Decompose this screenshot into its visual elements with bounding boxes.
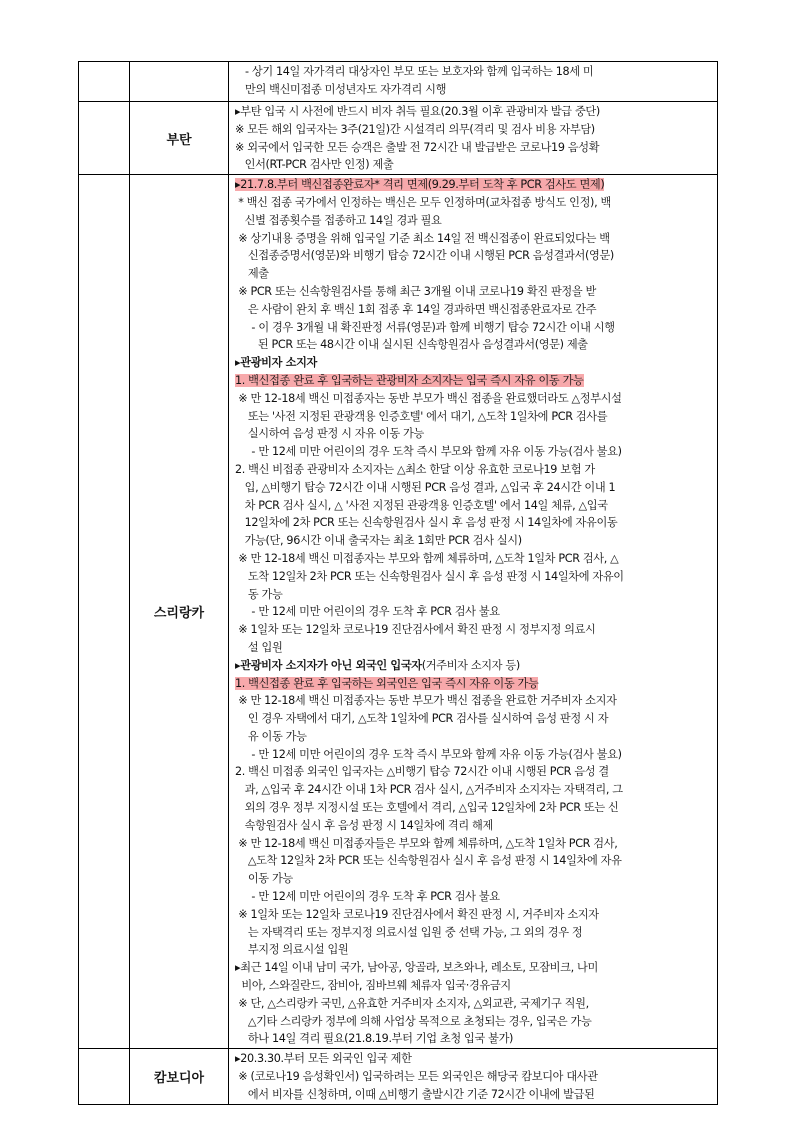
text-line: ▸부탄 입국 시 사전에 반드시 비자 취득 필요(20.3월 이후 관광비자 발급 중단) [235, 105, 600, 118]
text-line: 하나 14일 격리 필요(21.8.19.부터 기업 초청 입국 불가) [235, 1032, 514, 1046]
text-line: - 상기 14일 자가격리 대상자인 부모 또는 보호자와 함께 입국하는 18세 미 [245, 65, 594, 78]
text-line: 인 경우 자택에서 대기, △도착 1일차에 PCR 검사를 실시하여 음성 판정 시 자 [235, 712, 609, 726]
country-name: 스리랑카 [153, 606, 205, 622]
text-line: 만의 백신미접종 미성년자도 자가격리 시행 [245, 82, 447, 96]
content-cell [229, 175, 718, 1049]
text-line: ※ 만 12-18세 백신 미접종자는 동반 부모가 백신 접종을 완료했더라도 △정부시설 [235, 391, 622, 405]
text-line: 외의 경우 정부 지정시설 또는 호텔에서 격리, △입국 12일차에 2차 PCR 또는 신 [235, 801, 619, 815]
left-blank-cell [79, 62, 130, 102]
text-line: △도착 12일차 2차 PCR 또는 신속항원검사 실시 후 음성 판정 시 14일차에 자유 [235, 854, 622, 868]
text-line: 신별 접종횟수를 접종하고 14일 경과 필요 [235, 213, 442, 227]
text-line: ※ 만 12-18세 백신 미접종자들은 부모와 함께 체류하며, △도착 1일차 PCR 검사, [235, 836, 618, 850]
text-line: 제출 [235, 267, 269, 281]
text-line: - 만 12세 미만 어린이의 경우 도착 즉시 부모와 함께 자유 이동 가능(검사 불요) [245, 445, 622, 459]
text-line: ※ 만 12-18세 백신 미접종자는 부모와 함께 체류하며, △도착 1일차 PCR 검사, △ [235, 551, 619, 565]
text-line: 은 사람이 완치 후 백신 1회 접종 후 14일 경과하면 백신접종완료자로 간주 [235, 302, 597, 316]
text-line: 실시하여 음성 판정 시 자유 이동 가능 [235, 427, 424, 441]
text-line: 이동 가능 [235, 872, 293, 886]
text-line: 설 입원 [235, 640, 283, 654]
text-line: 입, △비행기 탑승 72시간 이내 시행된 PCR 음성 결과, △입국 후 24시간 이내 1 [235, 480, 616, 494]
text-line: - 만 12세 미만 어린이의 경우 도착 즉시 부모와 함께 자유 이동 가능(검사 불요) [245, 747, 622, 761]
text-line: ※ 모든 해외 입국자는 3주(21일)간 시설격리 의무(격리 및 검사 비용 자부담) [235, 122, 595, 136]
content-cell [229, 1049, 718, 1105]
content-lines [233, 103, 713, 174]
content-cell [229, 102, 718, 175]
text-line: ※ 외국에서 입국한 모든 승객은 출발 전 72시간 내 발급받은 코로나19 음성확 [235, 140, 600, 154]
country-name: 캄보디아 [153, 1071, 205, 1087]
text-line: ▸관광비자 소지자가 아닌 외국인 입국자(거주비자 소지자 등) [235, 658, 520, 672]
text-line: 도착 12일차 2차 PCR 또는 신속항원검사 실시 후 음성 판정 시 14일차에 자유이 [235, 569, 624, 583]
highlighted-text: 1. 백신접종 완료 후 입국하는 외국인은 입국 즉시 자유 이동 가능 [235, 676, 539, 690]
text-line: 속항원검사 실시 후 음성 판정 시 14일차에 격리 해제 [235, 818, 493, 832]
text-line: 과, △입국 후 24시간 이내 1차 PCR 검사 실시, △거주비자 소지자는 자택격리, 그 [235, 783, 623, 797]
content-cell [229, 62, 718, 102]
text-line: ※ PCR 또는 신속항원검사를 통해 최근 3개월 이내 코로나19 확진 판정을 받 [235, 284, 596, 298]
text-line: 동 가능 [235, 587, 283, 601]
text-line: ▸관광비자 소지자 [235, 356, 318, 370]
text-line: * 백신 접종 국가에서 인정하는 백신은 모두 인정하며(교차접종 방식도 인정), 백 [235, 195, 611, 209]
text-line: 부지정 의료시설 입원 [235, 943, 349, 957]
text-line: 차 PCR 검사 실시, △ '사전 지정된 관광객용 인증호텔' 에서 14일 체류, △입국 [235, 498, 608, 512]
text-line: 유 이동 가능 [235, 729, 307, 743]
text-line: 또는 '사전 지정된 관광객용 인증호텔' 에서 대기, △도착 1일차에 PCR 검사를 [235, 409, 608, 423]
text-line: 에서 비자를 신청하며, 이때 △비행기 출발시간 기준 72시간 이내에 발급된 [235, 1087, 595, 1101]
content-lines [233, 63, 713, 99]
highlighted-text: 1. 백신접종 완료 후 입국하는 관광비자 소지자는 입국 즉시 자유 이동 가능 [235, 373, 584, 387]
country-cell [130, 1049, 229, 1105]
text-line: ▸20.3.30.부터 모든 외국인 입국 제한 [235, 1052, 412, 1066]
text-line: ※ 1일차 또는 12일차 코로나19 진단검사에서 확진 판정 시, 거주비자 소지자 [235, 907, 599, 921]
text-line [233, 372, 713, 390]
text-line: 12일차에 2차 PCR 또는 신속항원검사 실시 후 음성 판정 시 14일차에 자유이동 [235, 516, 618, 530]
country-name: 부탄 [166, 132, 192, 148]
text-line: - 이 경우 3개월 내 확진판정 서류(영문)과 함께 비행기 탑승 72시간 이내 시행 [245, 320, 615, 334]
text-line: ▸최근 14일 이내 남미 국가, 남아공, 앙골라, 보츠와나, 레소토, 모잠비크, 나미 [235, 961, 598, 975]
text-line [233, 176, 713, 194]
text-line: 신접종증명서(영문)와 비행기 탑승 72시간 이내 시행된 PCR 음성결과서(영문) [235, 249, 614, 263]
text-line: 는 자택격리 또는 정부지정 의료시설 입원 중 선택 가능, 그 외의 경우 정 [235, 925, 583, 939]
country-cell [130, 62, 229, 102]
text-line: - 만 12세 미만 어린이의 경우 도착 후 PCR 검사 불요 [245, 890, 500, 904]
text-line: ※ 1일차 또는 12일차 코로나19 진단검사에서 확진 판정 시 정부지정 의료시 [235, 623, 596, 637]
text-line [233, 675, 713, 693]
text-line: △기타 스리랑카 정부에 의해 사업상 목적으로 초청되는 경우, 입국은 가능 [235, 1014, 592, 1028]
text-line: - 만 12세 미만 어린이의 경우 도착 후 PCR 검사 불요 [245, 605, 500, 619]
text-line: ※ 단, △스리랑카 국민, △유효한 거주비자 소지자, △외교관, 국제기구 직원, [235, 996, 589, 1010]
table-row [79, 102, 718, 175]
table-row [79, 175, 718, 1049]
text-line: 인서(RT-PCR 검사만 인정) 제출 [235, 158, 394, 172]
table-row [79, 62, 718, 102]
country-entry-table [78, 61, 718, 1105]
text-line: ※ 상기내용 증명을 위해 입국일 기준 최소 14일 전 백신접종이 완료되었다는 백 [235, 231, 610, 245]
highlighted-text: ▸21.7.8.부터 백신접종완료자* 격리 면제(9.29.부터 도착 후 PCR 검사도 면제) [235, 178, 605, 192]
left-blank-cell [79, 175, 130, 1049]
text-line: 가능(단, 96시간 이내 출국자는 최초 1회만 PCR 검사 실시) [235, 534, 522, 548]
text-line: ※ (코로나19 음성확인서) 입국하려는 모든 외국인은 해당국 캄보디아 대사관 [235, 1070, 598, 1084]
text-line: 2. 백신 미접종 외국인 입국자는 △비행기 탑승 72시간 이내 시행된 PCR 음성 결 [235, 765, 609, 779]
content-lines [233, 1050, 713, 1103]
left-blank-cell [79, 1049, 130, 1105]
country-cell [130, 102, 229, 175]
text-line: 비아, 스와질란드, 잠비아, 짐바브웨 체류자 입국·경유금지 [235, 979, 511, 993]
text-line: 2. 백신 비접종 관광비자 소지자는 △최소 한달 이상 유효한 코로나19 보험 가 [235, 462, 595, 476]
left-blank-cell [79, 102, 130, 175]
content-lines [233, 176, 713, 1048]
text-line: 된 PCR 또는 48시간 이내 실시된 신속항원검사 음성결과서(영문) 제출 [245, 338, 588, 352]
table-row [79, 1049, 718, 1105]
text-line: ※ 만 12-18세 백신 미접종자는 동반 부모가 백신 접종을 완료한 거주비자 소지자 [235, 694, 617, 708]
country-cell [130, 175, 229, 1049]
